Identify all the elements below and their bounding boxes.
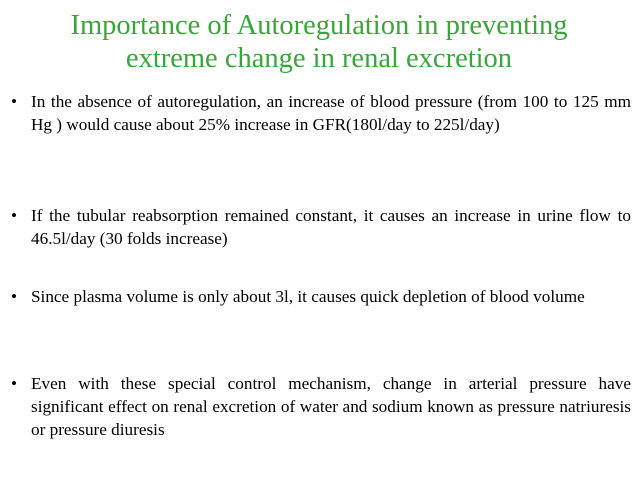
bullet-dot-icon: • <box>11 92 18 111</box>
bullet-text: Since plasma volume is only about 3l, it causes quick depletion of blood volume <box>31 287 585 306</box>
slide-title <box>10 9 628 75</box>
bullet-text: If the tubular reabsorption remained constant, it causes an increase in urine flow to 46.5l/day (30 folds increase) <box>31 206 631 248</box>
slide-title-line-2: extreme change in renal excretion <box>125 43 513 74</box>
slide-title-line-1: Importance of Autoregulation in preventing <box>70 10 568 41</box>
bullet-text: Even with these special control mechanism, change in arterial pressure have significant effect on renal excretion of water and sodium known as pressure natriuresis or pressure diuresis <box>31 374 631 439</box>
bullet-dot-icon: • <box>11 287 18 306</box>
bullet-text: In the absence of autoregulation, an increase of blood pressure (from 100 to 125 mm Hg ) would cause about 25% increase in GFR(180l/day to 225l/day) <box>31 92 631 134</box>
bullet-dot-icon: • <box>11 374 18 393</box>
bullet-dot-icon: • <box>11 206 18 225</box>
